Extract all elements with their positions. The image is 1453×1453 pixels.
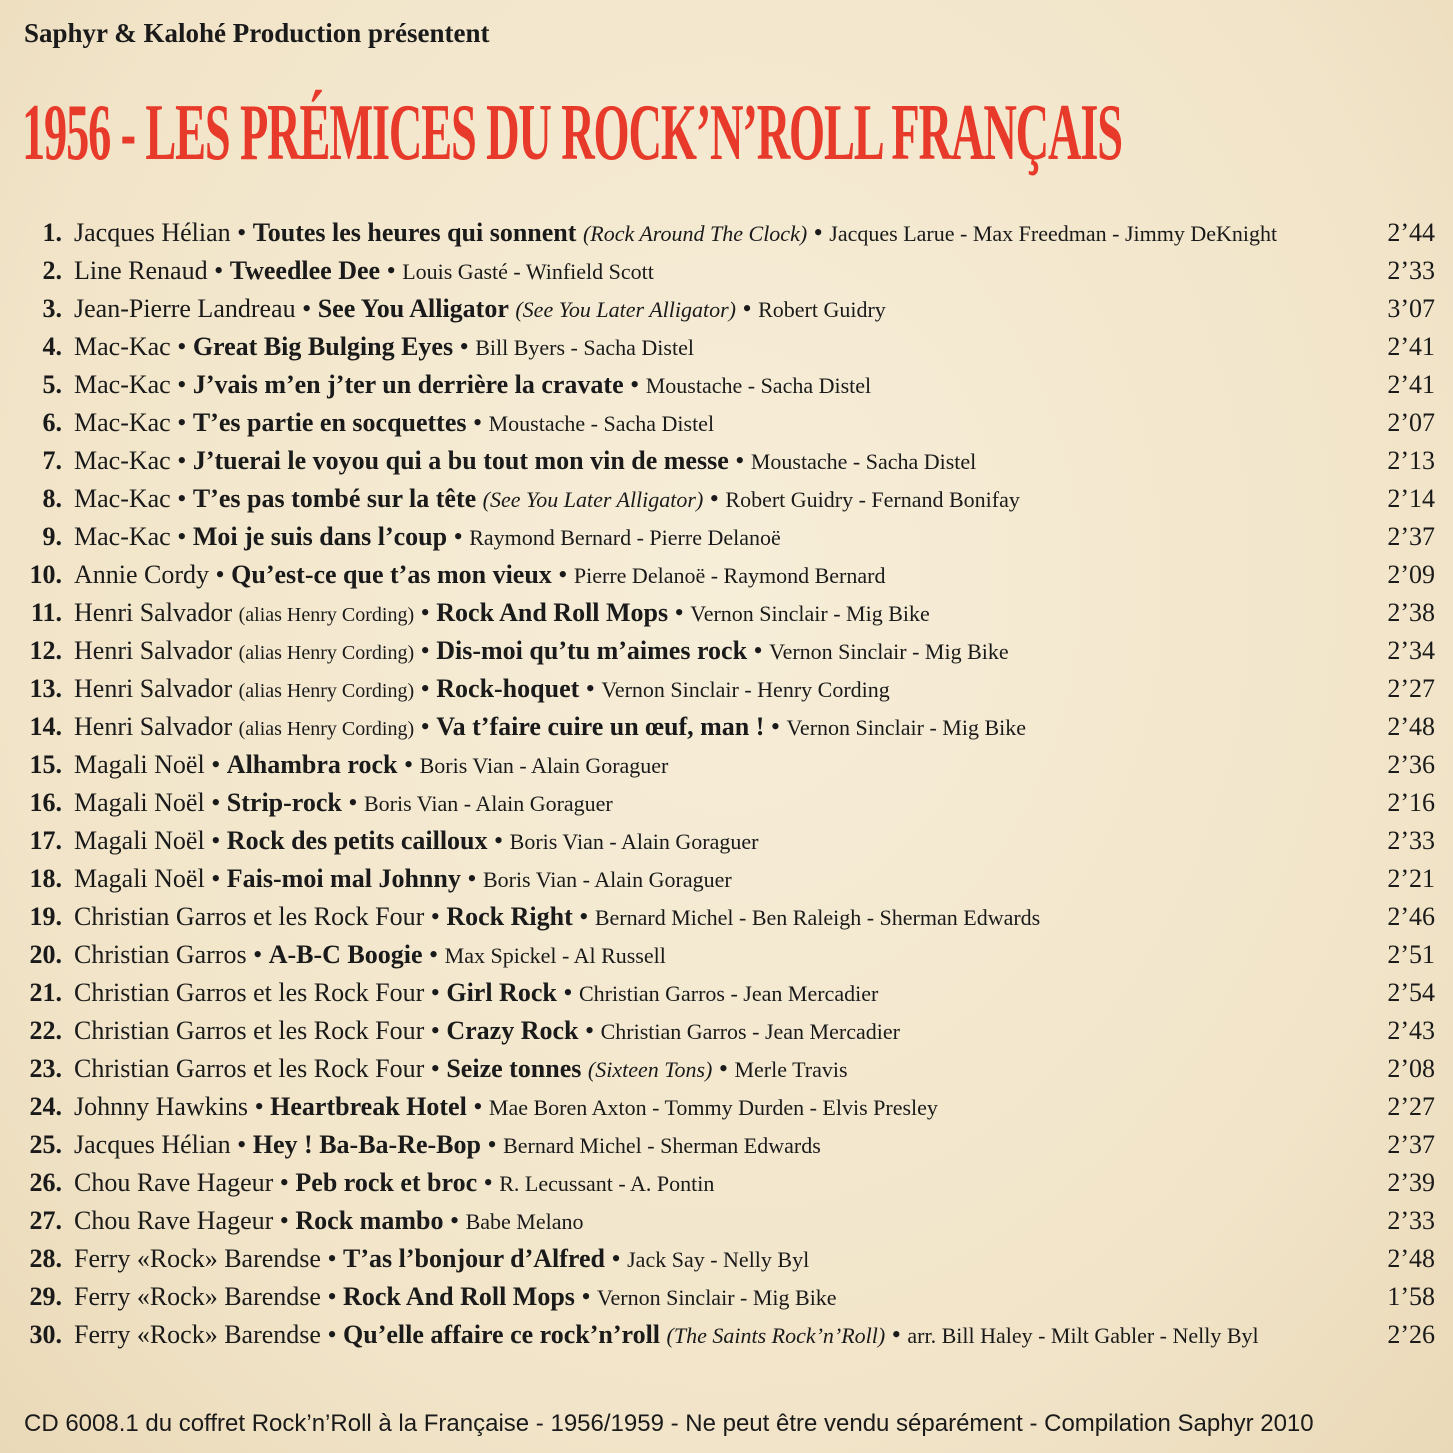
track-number: 7. xyxy=(42,446,62,475)
separator-bullet: • xyxy=(177,332,187,361)
track-credits: Vernon Sinclair - Mig Bike xyxy=(769,639,1009,664)
track-title: A-B-C Boogie xyxy=(268,940,423,969)
track-artist: Christian Garros et les Rock Four xyxy=(74,978,425,1007)
track-row xyxy=(0,1202,1453,1240)
separator-bullet: • xyxy=(254,1092,264,1121)
track-number: 12. xyxy=(29,636,62,665)
track-duration: 2’08 xyxy=(1387,1054,1435,1083)
separator-bullet: • xyxy=(674,598,684,627)
track-credits: Raymond Bernard - Pierre Delanoë xyxy=(469,525,781,550)
track-row xyxy=(0,1164,1453,1202)
separator-bullet: • xyxy=(214,256,224,285)
track-number: 2. xyxy=(42,256,62,285)
track-duration: 1’58 xyxy=(1387,1282,1435,1311)
track-title: T’es pas tombé sur la tête xyxy=(192,484,477,513)
track-row xyxy=(0,366,1453,404)
track-credits: Bill Byers - Sacha Distel xyxy=(475,335,694,360)
track-original-title: (Rock Around The Clock) xyxy=(582,221,808,246)
track-credits: Max Spickel - Al Russell xyxy=(444,943,666,968)
separator-bullet: • xyxy=(327,1244,337,1273)
track-number: 23. xyxy=(29,1054,62,1083)
track-description xyxy=(74,252,654,291)
track-duration: 2’33 xyxy=(1387,826,1435,855)
separator-bullet: • xyxy=(742,294,752,323)
track-title: Seize tonnes xyxy=(446,1054,582,1083)
track-number: 15. xyxy=(29,750,62,779)
track-credits: R. Lecussant - A. Pontin xyxy=(499,1171,715,1196)
track-row xyxy=(0,708,1453,746)
separator-bullet: • xyxy=(237,218,247,247)
separator-bullet: • xyxy=(718,1054,728,1083)
track-number: 28. xyxy=(29,1244,62,1273)
track-title: Rock-hoquet xyxy=(436,674,580,703)
track-row xyxy=(0,518,1453,556)
track-description xyxy=(74,1316,1259,1355)
track-duration: 2’37 xyxy=(1387,522,1435,551)
track-title: Tweedlee Dee xyxy=(229,256,381,285)
separator-bullet: • xyxy=(253,940,263,969)
track-row xyxy=(0,1278,1453,1316)
track-original-title: (See You Later Alligator) xyxy=(482,487,704,512)
track-duration: 2’48 xyxy=(1387,712,1435,741)
separator-bullet: • xyxy=(753,636,763,665)
track-title: Great Big Bulging Eyes xyxy=(192,332,454,361)
separator-bullet: • xyxy=(483,1168,493,1197)
track-list xyxy=(0,214,1453,1354)
track-description xyxy=(74,1050,848,1089)
track-number: 8. xyxy=(42,484,62,513)
track-description xyxy=(74,442,976,481)
track-number: 13. xyxy=(29,674,62,703)
separator-bullet: • xyxy=(177,370,187,399)
track-credits: Boris Vian - Alain Goraguer xyxy=(482,867,732,892)
separator-bullet: • xyxy=(494,826,504,855)
separator-bullet: • xyxy=(420,598,430,627)
track-row xyxy=(0,936,1453,974)
track-duration: 2’09 xyxy=(1387,560,1435,589)
track-credits: Vernon Sinclair - Mig Bike xyxy=(690,601,930,626)
track-number: 16. xyxy=(29,788,62,817)
track-description xyxy=(74,480,1020,519)
track-description xyxy=(74,670,890,710)
track-artist: Ferry «Rock» Barendse xyxy=(74,1320,321,1349)
track-duration: 3’07 xyxy=(1387,294,1435,323)
track-duration: 2’27 xyxy=(1387,674,1435,703)
track-number: 4. xyxy=(42,332,62,361)
track-number: 30. xyxy=(29,1320,62,1349)
separator-bullet: • xyxy=(420,636,430,665)
track-description xyxy=(74,214,1277,253)
track-artist: Henri Salvador xyxy=(74,712,233,741)
track-number: 9. xyxy=(42,522,62,551)
track-title: Crazy Rock xyxy=(446,1016,579,1045)
track-title: J’vais m’en j’ter un derrière la cravate xyxy=(192,370,624,399)
track-credits: Louis Gasté - Winfield Scott xyxy=(402,259,654,284)
track-credits: Boris Vian - Alain Goraguer xyxy=(419,753,669,778)
track-duration: 2’51 xyxy=(1387,940,1435,969)
track-title: Qu’est-ce que t’as mon vieux xyxy=(231,560,552,589)
separator-bullet: • xyxy=(813,218,823,247)
track-credits: Vernon Sinclair - Henry Cording xyxy=(601,677,890,702)
track-number: 14. xyxy=(29,712,62,741)
track-row xyxy=(0,670,1453,708)
separator-bullet: • xyxy=(585,674,595,703)
separator-bullet: • xyxy=(473,1092,483,1121)
track-description xyxy=(74,1088,938,1127)
track-title: Strip-rock xyxy=(226,788,342,817)
track-artist: Jean-Pierre Landreau xyxy=(74,294,296,323)
separator-bullet: • xyxy=(579,902,589,931)
presenter-line: Saphyr & Kalohé Production présentent xyxy=(24,18,490,48)
track-duration: 2’14 xyxy=(1387,484,1435,513)
track-description xyxy=(74,366,871,405)
separator-bullet: • xyxy=(430,902,440,931)
track-title: Rock des petits cailloux xyxy=(226,826,488,855)
separator-bullet: • xyxy=(404,750,414,779)
track-row xyxy=(0,898,1453,936)
track-credits: Vernon Sinclair - Mig Bike xyxy=(597,1285,837,1310)
separator-bullet: • xyxy=(459,332,469,361)
track-artist: Magali Noël xyxy=(74,826,205,855)
separator-bullet: • xyxy=(581,1282,591,1311)
track-row xyxy=(0,822,1453,860)
track-title: Qu’elle affaire ce rock’n’roll xyxy=(343,1320,661,1349)
track-row xyxy=(0,252,1453,290)
separator-bullet: • xyxy=(611,1244,621,1273)
track-artist: Henri Salvador xyxy=(74,598,233,627)
track-row xyxy=(0,214,1453,252)
separator-bullet: • xyxy=(211,750,221,779)
track-original-title: (The Saints Rock’n’Roll) xyxy=(666,1323,886,1348)
track-duration: 2’48 xyxy=(1387,1244,1435,1273)
separator-bullet: • xyxy=(584,1016,595,1045)
separator-bullet: • xyxy=(348,788,358,817)
track-credits: Jacques Larue - Max Freedman - Jimmy DeKnight xyxy=(829,221,1278,246)
track-number: 10. xyxy=(29,560,62,589)
track-duration: 2’36 xyxy=(1387,750,1435,779)
track-description xyxy=(74,936,666,975)
track-credits: Bernard Michel - Ben Raleigh - Sherman Edwards xyxy=(594,905,1041,930)
track-duration: 2’13 xyxy=(1387,446,1435,475)
track-title: J’tuerai le voyou qui a bu tout mon vin de messe xyxy=(192,446,729,475)
track-number: 18. xyxy=(29,864,62,893)
track-duration: 2’37 xyxy=(1387,1130,1435,1159)
separator-bullet: • xyxy=(558,560,568,589)
separator-bullet: • xyxy=(430,978,440,1007)
track-artist: Mac-Kac xyxy=(74,484,171,513)
separator-bullet: • xyxy=(429,940,439,969)
separator-bullet: • xyxy=(177,446,187,475)
track-title: Fais-moi mal Johnny xyxy=(226,864,461,893)
track-credits: Christian Garros - Jean Mercadier xyxy=(578,981,879,1006)
track-credits: Bernard Michel - Sherman Edwards xyxy=(503,1133,821,1158)
track-duration: 2’54 xyxy=(1387,978,1435,1007)
track-description xyxy=(74,1164,714,1203)
track-number: 3. xyxy=(42,294,62,323)
track-artist: Magali Noël xyxy=(74,750,205,779)
track-number: 19. xyxy=(29,902,62,931)
separator-bullet: • xyxy=(709,484,719,513)
track-number: 22. xyxy=(29,1016,62,1045)
track-number: 5. xyxy=(42,370,62,399)
track-title: Hey ! Ba-Ba-Re-Bop xyxy=(252,1130,481,1159)
catalog-footer: CD 6008.1 du coffret Rock’n’Roll à la Française - 1956/1959 - Ne peut être vendu séparément - Compilation Saphyr 2010 xyxy=(24,1410,1314,1437)
track-number: 6. xyxy=(42,408,62,437)
track-artist: Mac-Kac xyxy=(74,522,171,551)
track-credits: Merle Travis xyxy=(734,1057,848,1082)
track-row xyxy=(0,746,1453,784)
track-row xyxy=(0,404,1453,442)
track-row xyxy=(0,860,1453,898)
track-credits: Vernon Sinclair - Mig Bike xyxy=(786,715,1027,740)
track-artist-alias: (alias Henry Cording) xyxy=(238,680,415,702)
track-credits: Pierre Delanoë - Raymond Bernard xyxy=(573,563,886,588)
track-title: Toutes les heures qui sonnent xyxy=(252,218,577,247)
track-row xyxy=(0,1316,1453,1354)
track-artist: Jacques Hélian xyxy=(74,218,231,247)
album-title: 1956 - LES PRÉMICES DU ROCK’N’ROLL FRANÇAIS xyxy=(22,89,1122,177)
track-artist: Henri Salvador xyxy=(74,636,233,665)
track-credits: Jack Say - Nelly Byl xyxy=(627,1247,810,1272)
track-artist: Mac-Kac xyxy=(74,370,171,399)
track-artist: Annie Cordy xyxy=(74,560,210,589)
track-title: Rock mambo xyxy=(295,1206,444,1235)
track-artist: Ferry «Rock» Barendse xyxy=(74,1282,321,1311)
separator-bullet: • xyxy=(430,1054,440,1083)
track-credits: Boris Vian - Alain Goraguer xyxy=(509,829,759,854)
track-duration: 2’27 xyxy=(1387,1092,1435,1121)
track-title: Rock Right xyxy=(446,902,573,931)
track-duration: 2’26 xyxy=(1387,1320,1435,1349)
track-description xyxy=(74,822,758,861)
separator-bullet: • xyxy=(386,256,396,285)
separator-bullet: • xyxy=(211,864,221,893)
track-duration: 2’46 xyxy=(1387,902,1435,931)
separator-bullet: • xyxy=(453,522,463,551)
track-row xyxy=(0,1050,1453,1088)
separator-bullet: • xyxy=(420,712,430,741)
separator-bullet: • xyxy=(891,1320,901,1349)
separator-bullet: • xyxy=(327,1282,337,1311)
track-artist: Line Renaud xyxy=(74,256,208,285)
track-title: Heartbreak Hotel xyxy=(270,1092,467,1121)
separator-bullet: • xyxy=(467,864,477,893)
track-artist: Mac-Kac xyxy=(74,408,171,437)
track-original-title: (See You Later Alligator) xyxy=(515,297,736,322)
track-description xyxy=(74,898,1040,937)
track-artist: Johnny Hawkins xyxy=(74,1092,249,1121)
track-duration: 2’44 xyxy=(1387,218,1435,247)
separator-bullet: • xyxy=(327,1320,337,1349)
track-description xyxy=(74,974,878,1013)
track-description xyxy=(74,328,694,367)
track-credits: arr. Bill Haley - Milt Gabler - Nelly Byl xyxy=(907,1323,1259,1348)
track-artist: Mac-Kac xyxy=(74,446,171,475)
separator-bullet: • xyxy=(430,1016,440,1045)
separator-bullet: • xyxy=(237,1130,247,1159)
track-artist: Magali Noël xyxy=(74,864,205,893)
track-artist: Magali Noël xyxy=(74,788,205,817)
track-artist: Jacques Hélian xyxy=(74,1130,231,1159)
track-credits: Moustache - Sacha Distel xyxy=(488,411,715,436)
track-row xyxy=(0,290,1453,328)
track-credits: Mae Boren Axton - Tommy Durden - Elvis Presley xyxy=(488,1095,938,1120)
separator-bullet: • xyxy=(177,484,187,513)
track-title: Rock And Roll Mops xyxy=(343,1282,575,1311)
track-artist-alias: (alias Henry Cording) xyxy=(238,604,415,626)
track-number: 21. xyxy=(29,978,62,1007)
track-number: 11. xyxy=(30,598,62,627)
separator-bullet: • xyxy=(279,1168,289,1197)
separator-bullet: • xyxy=(449,1206,460,1235)
track-row xyxy=(0,1088,1453,1126)
track-artist: Chou Rave Hageur xyxy=(74,1206,274,1235)
track-artist: Henri Salvador xyxy=(74,674,233,703)
track-number: 20. xyxy=(29,940,62,969)
track-duration: 2’41 xyxy=(1387,370,1435,399)
track-title: Moi je suis dans l’coup xyxy=(192,522,448,551)
track-artist: Christian Garros et les Rock Four xyxy=(74,1016,425,1045)
separator-bullet: • xyxy=(473,408,483,437)
track-row xyxy=(0,974,1453,1012)
track-description xyxy=(74,708,1026,748)
track-row xyxy=(0,1240,1453,1278)
separator-bullet: • xyxy=(302,294,312,323)
track-duration: 2’21 xyxy=(1387,864,1435,893)
track-row xyxy=(0,784,1453,822)
separator-bullet: • xyxy=(770,712,780,741)
track-title: Alhambra rock xyxy=(226,750,398,779)
track-title: T’as l’bonjour d’Alfred xyxy=(343,1244,606,1273)
track-artist: Christian Garros et les Rock Four xyxy=(74,902,425,931)
track-title: Dis-moi qu’tu m’aimes rock xyxy=(436,636,748,665)
separator-bullet: • xyxy=(211,788,221,817)
track-title: Peb rock et broc xyxy=(295,1168,478,1197)
track-duration: 2’33 xyxy=(1387,1206,1435,1235)
separator-bullet: • xyxy=(211,826,221,855)
track-credits: Babe Melano xyxy=(465,1209,584,1234)
track-description xyxy=(74,518,781,557)
track-row xyxy=(0,632,1453,670)
track-duration: 2’07 xyxy=(1387,408,1435,437)
track-number: 26. xyxy=(29,1168,62,1197)
separator-bullet: • xyxy=(279,1206,289,1235)
track-description xyxy=(74,784,613,823)
separator-bullet: • xyxy=(563,978,573,1007)
track-duration: 2’33 xyxy=(1387,256,1435,285)
separator-bullet: • xyxy=(215,560,225,589)
track-credits: Moustache - Sacha Distel xyxy=(645,373,872,398)
track-description xyxy=(74,404,714,443)
track-row xyxy=(0,442,1453,480)
separator-bullet: • xyxy=(420,674,430,703)
track-title: See You Alligator xyxy=(317,294,509,323)
track-credits: Christian Garros - Jean Mercadier xyxy=(600,1019,900,1044)
track-description xyxy=(74,594,930,634)
track-original-title: (Sixteen Tons) xyxy=(587,1057,713,1082)
separator-bullet: • xyxy=(735,446,745,475)
track-duration: 2’34 xyxy=(1387,636,1435,665)
track-title: Rock And Roll Mops xyxy=(436,598,669,627)
track-duration: 2’41 xyxy=(1387,332,1435,361)
separator-bullet: • xyxy=(177,408,187,437)
track-artist: Christian Garros xyxy=(74,940,247,969)
track-row xyxy=(0,1126,1453,1164)
track-description xyxy=(74,556,885,595)
track-row xyxy=(0,328,1453,366)
track-number: 1. xyxy=(42,218,62,247)
track-row xyxy=(0,556,1453,594)
track-title: Girl Rock xyxy=(446,978,557,1007)
track-artist: Ferry «Rock» Barendse xyxy=(74,1244,321,1273)
track-description xyxy=(74,860,732,899)
track-description xyxy=(74,1278,837,1317)
track-description xyxy=(74,746,668,785)
track-artist-alias: (alias Henry Cording) xyxy=(238,718,415,740)
track-duration: 2’43 xyxy=(1387,1016,1435,1045)
track-description xyxy=(74,1012,900,1051)
separator-bullet: • xyxy=(487,1130,497,1159)
track-artist: Mac-Kac xyxy=(74,332,171,361)
track-artist-alias: (alias Henry Cording) xyxy=(238,642,415,664)
track-description xyxy=(74,1202,583,1241)
track-duration: 2’16 xyxy=(1387,788,1435,817)
track-row xyxy=(0,594,1453,632)
track-credits: Robert Guidry - Fernand Bonifay xyxy=(725,487,1020,512)
track-number: 24. xyxy=(29,1092,62,1121)
track-number: 27. xyxy=(29,1206,62,1235)
track-title: T’es partie en socquettes xyxy=(192,408,467,437)
track-credits: Boris Vian - Alain Goraguer xyxy=(363,791,613,816)
track-credits: Robert Guidry xyxy=(758,297,886,322)
track-description xyxy=(74,290,886,329)
separator-bullet: • xyxy=(177,522,187,551)
track-description xyxy=(74,1126,821,1165)
track-number: 17. xyxy=(29,826,62,855)
track-description xyxy=(74,1240,809,1279)
track-duration: 2’39 xyxy=(1387,1168,1435,1197)
track-number: 25. xyxy=(29,1130,62,1159)
track-artist: Chou Rave Hageur xyxy=(74,1168,274,1197)
track-artist: Christian Garros et les Rock Four xyxy=(74,1054,425,1083)
track-credits: Moustache - Sacha Distel xyxy=(750,449,977,474)
track-description xyxy=(74,632,1009,672)
track-duration: 2’38 xyxy=(1387,598,1435,627)
track-number: 29. xyxy=(29,1282,62,1311)
separator-bullet: • xyxy=(630,370,640,399)
track-title: Va t’faire cuire un œuf, man ! xyxy=(436,712,765,741)
track-row xyxy=(0,1012,1453,1050)
track-row xyxy=(0,480,1453,518)
